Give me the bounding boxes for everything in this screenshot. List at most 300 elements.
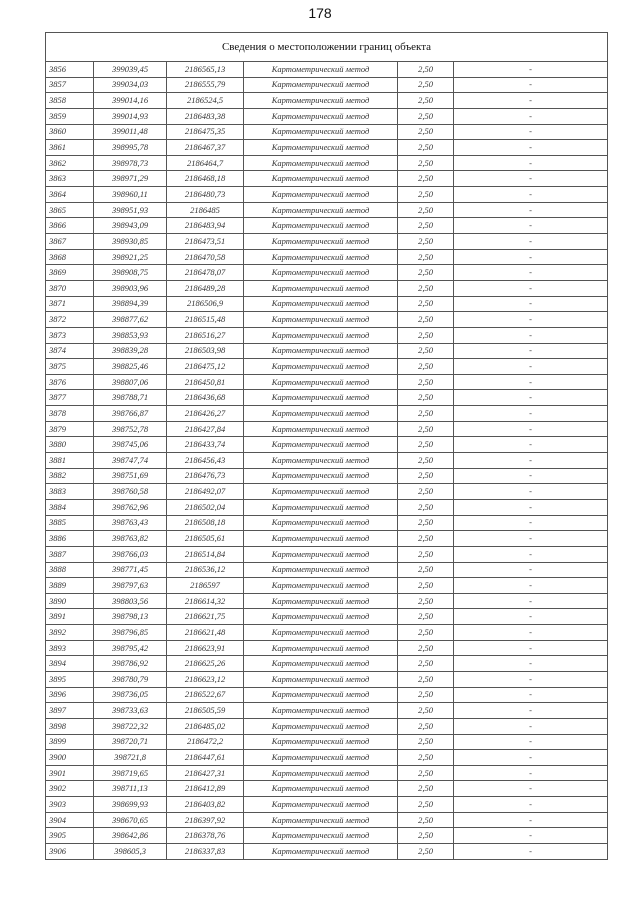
method-cell: Картометрический метод [244, 531, 398, 547]
method-cell: Картометрический метод [244, 781, 398, 797]
method-cell: Картометрический метод [244, 797, 398, 813]
x-coordinate-cell: 398670,65 [94, 812, 167, 828]
precision-cell: 2,50 [398, 656, 454, 672]
precision-cell: 2,50 [398, 546, 454, 562]
x-coordinate-cell: 398751,69 [94, 468, 167, 484]
note-cell: - [454, 687, 608, 703]
y-coordinate-cell: 2186426,27 [167, 406, 244, 422]
note-cell: - [454, 609, 608, 625]
precision-cell: 2,50 [398, 406, 454, 422]
y-coordinate-cell: 2186483,94 [167, 218, 244, 234]
note-cell: - [454, 93, 608, 109]
note-cell: - [454, 671, 608, 687]
point-number-cell: 3905 [46, 828, 94, 844]
table-row [46, 93, 608, 109]
table-row [46, 312, 608, 328]
precision-cell: 2,50 [398, 781, 454, 797]
note-cell: - [454, 437, 608, 453]
note-cell: - [454, 140, 608, 156]
note-cell: - [454, 187, 608, 203]
table-row [46, 812, 608, 828]
y-coordinate-cell: 2186472,2 [167, 734, 244, 750]
method-cell: Картометрический метод [244, 202, 398, 218]
table-row [46, 468, 608, 484]
method-cell: Картометрический метод [244, 108, 398, 124]
method-cell: Картометрический метод [244, 687, 398, 703]
precision-cell: 2,50 [398, 359, 454, 375]
precision-cell: 2,50 [398, 578, 454, 594]
precision-cell: 2,50 [398, 828, 454, 844]
x-coordinate-cell: 398788,71 [94, 390, 167, 406]
precision-cell: 2,50 [398, 77, 454, 93]
y-coordinate-cell: 2186483,38 [167, 108, 244, 124]
precision-cell: 2,50 [398, 687, 454, 703]
page-number: 178 [308, 5, 332, 21]
note-cell: - [454, 546, 608, 562]
method-cell: Картометрический метод [244, 280, 398, 296]
point-number-cell: 3857 [46, 77, 94, 93]
method-cell: Картометрический метод [244, 828, 398, 844]
table-row [46, 155, 608, 171]
table-row [46, 359, 608, 375]
point-number-cell: 3871 [46, 296, 94, 312]
table-row [46, 515, 608, 531]
note-cell: - [454, 406, 608, 422]
note-cell: - [454, 202, 608, 218]
x-coordinate-cell: 399039,45 [94, 62, 167, 78]
point-number-cell: 3892 [46, 625, 94, 641]
point-number-cell: 3879 [46, 421, 94, 437]
note-cell: - [454, 249, 608, 265]
method-cell: Картометрический метод [244, 515, 398, 531]
y-coordinate-cell: 2186476,73 [167, 468, 244, 484]
note-cell: - [454, 421, 608, 437]
x-coordinate-cell: 398797,63 [94, 578, 167, 594]
note-cell: - [454, 797, 608, 813]
y-coordinate-cell: 2186447,61 [167, 750, 244, 766]
table-row [46, 187, 608, 203]
table-body [46, 62, 608, 860]
precision-cell: 2,50 [398, 249, 454, 265]
y-coordinate-cell: 2186597 [167, 578, 244, 594]
precision-cell: 2,50 [398, 374, 454, 390]
y-coordinate-cell: 2186485,02 [167, 718, 244, 734]
table-row [46, 828, 608, 844]
method-cell: Картометрический метод [244, 218, 398, 234]
note-cell: - [454, 280, 608, 296]
x-coordinate-cell: 398747,74 [94, 453, 167, 469]
x-coordinate-cell: 399034,03 [94, 77, 167, 93]
table-row [46, 609, 608, 625]
y-coordinate-cell: 2186464,7 [167, 155, 244, 171]
table-row [46, 390, 608, 406]
x-coordinate-cell: 398720,71 [94, 734, 167, 750]
note-cell: - [454, 155, 608, 171]
note-cell: - [454, 296, 608, 312]
precision-cell: 2,50 [398, 218, 454, 234]
precision-cell: 2,50 [398, 108, 454, 124]
table-row [46, 374, 608, 390]
method-cell: Картометрический метод [244, 359, 398, 375]
y-coordinate-cell: 2186508,18 [167, 515, 244, 531]
y-coordinate-cell: 2186427,84 [167, 421, 244, 437]
note-cell: - [454, 312, 608, 328]
point-number-cell: 3876 [46, 374, 94, 390]
method-cell: Картометрический метод [244, 296, 398, 312]
y-coordinate-cell: 2186475,35 [167, 124, 244, 140]
table-row [46, 671, 608, 687]
x-coordinate-cell: 399014,93 [94, 108, 167, 124]
precision-cell: 2,50 [398, 234, 454, 250]
x-coordinate-cell: 398722,32 [94, 718, 167, 734]
method-cell: Картометрический метод [244, 265, 398, 281]
method-cell: Картометрический метод [244, 750, 398, 766]
x-coordinate-cell: 398763,43 [94, 515, 167, 531]
point-number-cell: 3903 [46, 797, 94, 813]
y-coordinate-cell: 2186536,12 [167, 562, 244, 578]
precision-cell: 2,50 [398, 734, 454, 750]
x-coordinate-cell: 398803,56 [94, 593, 167, 609]
method-cell: Картометрический метод [244, 703, 398, 719]
table-row [46, 562, 608, 578]
method-cell: Картометрический метод [244, 765, 398, 781]
x-coordinate-cell: 398721,8 [94, 750, 167, 766]
y-coordinate-cell: 2186614,32 [167, 593, 244, 609]
table-row [46, 280, 608, 296]
table-row [46, 171, 608, 187]
precision-cell: 2,50 [398, 327, 454, 343]
table-row [46, 234, 608, 250]
point-number-cell: 3882 [46, 468, 94, 484]
method-cell: Картометрический метод [244, 312, 398, 328]
y-coordinate-cell: 2186524,5 [167, 93, 244, 109]
y-coordinate-cell: 2186503,98 [167, 343, 244, 359]
precision-cell: 2,50 [398, 93, 454, 109]
point-number-cell: 3870 [46, 280, 94, 296]
y-coordinate-cell: 2186623,91 [167, 640, 244, 656]
method-cell: Картометрический метод [244, 844, 398, 860]
y-coordinate-cell: 2186412,89 [167, 781, 244, 797]
table-row [46, 421, 608, 437]
x-coordinate-cell: 398825,46 [94, 359, 167, 375]
y-coordinate-cell: 2186485 [167, 202, 244, 218]
x-coordinate-cell: 398995,78 [94, 140, 167, 156]
point-number-cell: 3867 [46, 234, 94, 250]
x-coordinate-cell: 398711,13 [94, 781, 167, 797]
point-number-cell: 3881 [46, 453, 94, 469]
method-cell: Картометрический метод [244, 499, 398, 515]
precision-cell: 2,50 [398, 703, 454, 719]
precision-cell: 2,50 [398, 640, 454, 656]
method-cell: Картометрический метод [244, 406, 398, 422]
table-row [46, 343, 608, 359]
table-row [46, 797, 608, 813]
table-row [46, 499, 608, 515]
method-cell: Картометрический метод [244, 609, 398, 625]
note-cell: - [454, 453, 608, 469]
precision-cell: 2,50 [398, 468, 454, 484]
note-cell: - [454, 750, 608, 766]
precision-cell: 2,50 [398, 280, 454, 296]
x-coordinate-cell: 398736,05 [94, 687, 167, 703]
point-number-cell: 3885 [46, 515, 94, 531]
y-coordinate-cell: 2186506,9 [167, 296, 244, 312]
y-coordinate-cell: 2186436,68 [167, 390, 244, 406]
table-row [46, 781, 608, 797]
table-row [46, 296, 608, 312]
table-caption: Сведения о местоположении границ объекта [46, 33, 608, 62]
method-cell: Картометрический метод [244, 734, 398, 750]
precision-cell: 2,50 [398, 390, 454, 406]
point-number-cell: 3906 [46, 844, 94, 860]
table-row [46, 531, 608, 547]
method-cell: Картометрический метод [244, 671, 398, 687]
precision-cell: 2,50 [398, 609, 454, 625]
point-number-cell: 3898 [46, 718, 94, 734]
point-number-cell: 3861 [46, 140, 94, 156]
note-cell: - [454, 77, 608, 93]
x-coordinate-cell: 398605,3 [94, 844, 167, 860]
note-cell: - [454, 703, 608, 719]
point-number-cell: 3872 [46, 312, 94, 328]
point-number-cell: 3899 [46, 734, 94, 750]
note-cell: - [454, 718, 608, 734]
point-number-cell: 3859 [46, 108, 94, 124]
y-coordinate-cell: 2186505,61 [167, 531, 244, 547]
precision-cell: 2,50 [398, 453, 454, 469]
note-cell: - [454, 593, 608, 609]
note-cell: - [454, 124, 608, 140]
note-cell: - [454, 468, 608, 484]
y-coordinate-cell: 2186565,13 [167, 62, 244, 78]
point-number-cell: 3895 [46, 671, 94, 687]
note-cell: - [454, 640, 608, 656]
y-coordinate-cell: 2186514,84 [167, 546, 244, 562]
y-coordinate-cell: 2186337,83 [167, 844, 244, 860]
precision-cell: 2,50 [398, 671, 454, 687]
precision-cell: 2,50 [398, 499, 454, 515]
y-coordinate-cell: 2186470,58 [167, 249, 244, 265]
method-cell: Картометрический метод [244, 812, 398, 828]
table-row [46, 453, 608, 469]
point-number-cell: 3864 [46, 187, 94, 203]
point-number-cell: 3904 [46, 812, 94, 828]
note-cell: - [454, 578, 608, 594]
y-coordinate-cell: 2186450,81 [167, 374, 244, 390]
table-row [46, 625, 608, 641]
y-coordinate-cell: 2186515,48 [167, 312, 244, 328]
note-cell: - [454, 327, 608, 343]
table-row [46, 718, 608, 734]
x-coordinate-cell: 398771,45 [94, 562, 167, 578]
table-row [46, 124, 608, 140]
x-coordinate-cell: 398766,03 [94, 546, 167, 562]
point-number-cell: 3874 [46, 343, 94, 359]
y-coordinate-cell: 2186621,48 [167, 625, 244, 641]
method-cell: Картометрический метод [244, 421, 398, 437]
point-number-cell: 3891 [46, 609, 94, 625]
y-coordinate-cell: 2186625,26 [167, 656, 244, 672]
method-cell: Картометрический метод [244, 656, 398, 672]
x-coordinate-cell: 399011,48 [94, 124, 167, 140]
method-cell: Картометрический метод [244, 140, 398, 156]
x-coordinate-cell: 398760,58 [94, 484, 167, 500]
point-number-cell: 3873 [46, 327, 94, 343]
y-coordinate-cell: 2186473,51 [167, 234, 244, 250]
x-coordinate-cell: 398908,75 [94, 265, 167, 281]
note-cell: - [454, 234, 608, 250]
method-cell: Картометрический метод [244, 77, 398, 93]
table-row [46, 593, 608, 609]
x-coordinate-cell: 398951,93 [94, 202, 167, 218]
precision-cell: 2,50 [398, 187, 454, 203]
method-cell: Картометрический метод [244, 593, 398, 609]
note-cell: - [454, 359, 608, 375]
point-number-cell: 3900 [46, 750, 94, 766]
note-cell: - [454, 484, 608, 500]
table-row [46, 202, 608, 218]
y-coordinate-cell: 2186468,18 [167, 171, 244, 187]
precision-cell: 2,50 [398, 531, 454, 547]
table-row [46, 656, 608, 672]
table-row [46, 703, 608, 719]
y-coordinate-cell: 2186505,59 [167, 703, 244, 719]
y-coordinate-cell: 2186397,92 [167, 812, 244, 828]
table-row [46, 62, 608, 78]
precision-cell: 2,50 [398, 296, 454, 312]
y-coordinate-cell: 2186621,75 [167, 609, 244, 625]
x-coordinate-cell: 398877,62 [94, 312, 167, 328]
x-coordinate-cell: 398733,63 [94, 703, 167, 719]
note-cell: - [454, 625, 608, 641]
point-number-cell: 3856 [46, 62, 94, 78]
x-coordinate-cell: 398796,85 [94, 625, 167, 641]
table-row [46, 437, 608, 453]
point-number-cell: 3894 [46, 656, 94, 672]
note-cell: - [454, 343, 608, 359]
precision-cell: 2,50 [398, 343, 454, 359]
table-row [46, 578, 608, 594]
precision-cell: 2,50 [398, 515, 454, 531]
table-row [46, 640, 608, 656]
table-row [46, 108, 608, 124]
precision-cell: 2,50 [398, 437, 454, 453]
note-cell: - [454, 812, 608, 828]
method-cell: Картометрический метод [244, 249, 398, 265]
x-coordinate-cell: 398921,25 [94, 249, 167, 265]
point-number-cell: 3880 [46, 437, 94, 453]
note-cell: - [454, 390, 608, 406]
x-coordinate-cell: 398971,29 [94, 171, 167, 187]
precision-cell: 2,50 [398, 625, 454, 641]
method-cell: Картометрический метод [244, 343, 398, 359]
method-cell: Картометрический метод [244, 62, 398, 78]
table-row [46, 218, 608, 234]
precision-cell: 2,50 [398, 140, 454, 156]
precision-cell: 2,50 [398, 844, 454, 860]
method-cell: Картометрический метод [244, 640, 398, 656]
x-coordinate-cell: 398903,96 [94, 280, 167, 296]
method-cell: Картометрический метод [244, 155, 398, 171]
x-coordinate-cell: 398762,96 [94, 499, 167, 515]
point-number-cell: 3860 [46, 124, 94, 140]
point-number-cell: 3858 [46, 93, 94, 109]
point-number-cell: 3896 [46, 687, 94, 703]
point-number-cell: 3875 [46, 359, 94, 375]
y-coordinate-cell: 2186427,31 [167, 765, 244, 781]
x-coordinate-cell: 399014,16 [94, 93, 167, 109]
precision-cell: 2,50 [398, 62, 454, 78]
point-number-cell: 3866 [46, 218, 94, 234]
point-number-cell: 3878 [46, 406, 94, 422]
table-row [46, 249, 608, 265]
note-cell: - [454, 656, 608, 672]
table-row [46, 687, 608, 703]
method-cell: Картометрический метод [244, 437, 398, 453]
note-cell: - [454, 734, 608, 750]
precision-cell: 2,50 [398, 171, 454, 187]
table-row [46, 484, 608, 500]
boundary-coordinates-table [45, 32, 608, 860]
note-cell: - [454, 265, 608, 281]
point-number-cell: 3887 [46, 546, 94, 562]
note-cell: - [454, 531, 608, 547]
point-number-cell: 3893 [46, 640, 94, 656]
method-cell: Картометрический метод [244, 374, 398, 390]
table-row [46, 406, 608, 422]
point-number-cell: 3863 [46, 171, 94, 187]
x-coordinate-cell: 398752,78 [94, 421, 167, 437]
note-cell: - [454, 562, 608, 578]
precision-cell: 2,50 [398, 765, 454, 781]
point-number-cell: 3901 [46, 765, 94, 781]
precision-cell: 2,50 [398, 593, 454, 609]
precision-cell: 2,50 [398, 797, 454, 813]
method-cell: Картометрический метод [244, 171, 398, 187]
point-number-cell: 3869 [46, 265, 94, 281]
x-coordinate-cell: 398795,42 [94, 640, 167, 656]
y-coordinate-cell: 2186475,12 [167, 359, 244, 375]
x-coordinate-cell: 398978,73 [94, 155, 167, 171]
y-coordinate-cell: 2186433,74 [167, 437, 244, 453]
table-row [46, 765, 608, 781]
x-coordinate-cell: 398699,93 [94, 797, 167, 813]
point-number-cell: 3897 [46, 703, 94, 719]
table-row [46, 750, 608, 766]
y-coordinate-cell: 2186489,28 [167, 280, 244, 296]
point-number-cell: 3902 [46, 781, 94, 797]
note-cell: - [454, 828, 608, 844]
note-cell: - [454, 374, 608, 390]
method-cell: Картометрический метод [244, 453, 398, 469]
note-cell: - [454, 765, 608, 781]
x-coordinate-cell: 398839,28 [94, 343, 167, 359]
y-coordinate-cell: 2186623,12 [167, 671, 244, 687]
method-cell: Картометрический метод [244, 562, 398, 578]
precision-cell: 2,50 [398, 124, 454, 140]
method-cell: Картометрический метод [244, 578, 398, 594]
y-coordinate-cell: 2186492,07 [167, 484, 244, 500]
x-coordinate-cell: 398960,11 [94, 187, 167, 203]
x-coordinate-cell: 398798,13 [94, 609, 167, 625]
x-coordinate-cell: 398853,93 [94, 327, 167, 343]
x-coordinate-cell: 398780,79 [94, 671, 167, 687]
note-cell: - [454, 171, 608, 187]
point-number-cell: 3865 [46, 202, 94, 218]
point-number-cell: 3889 [46, 578, 94, 594]
point-number-cell: 3862 [46, 155, 94, 171]
table-row [46, 265, 608, 281]
